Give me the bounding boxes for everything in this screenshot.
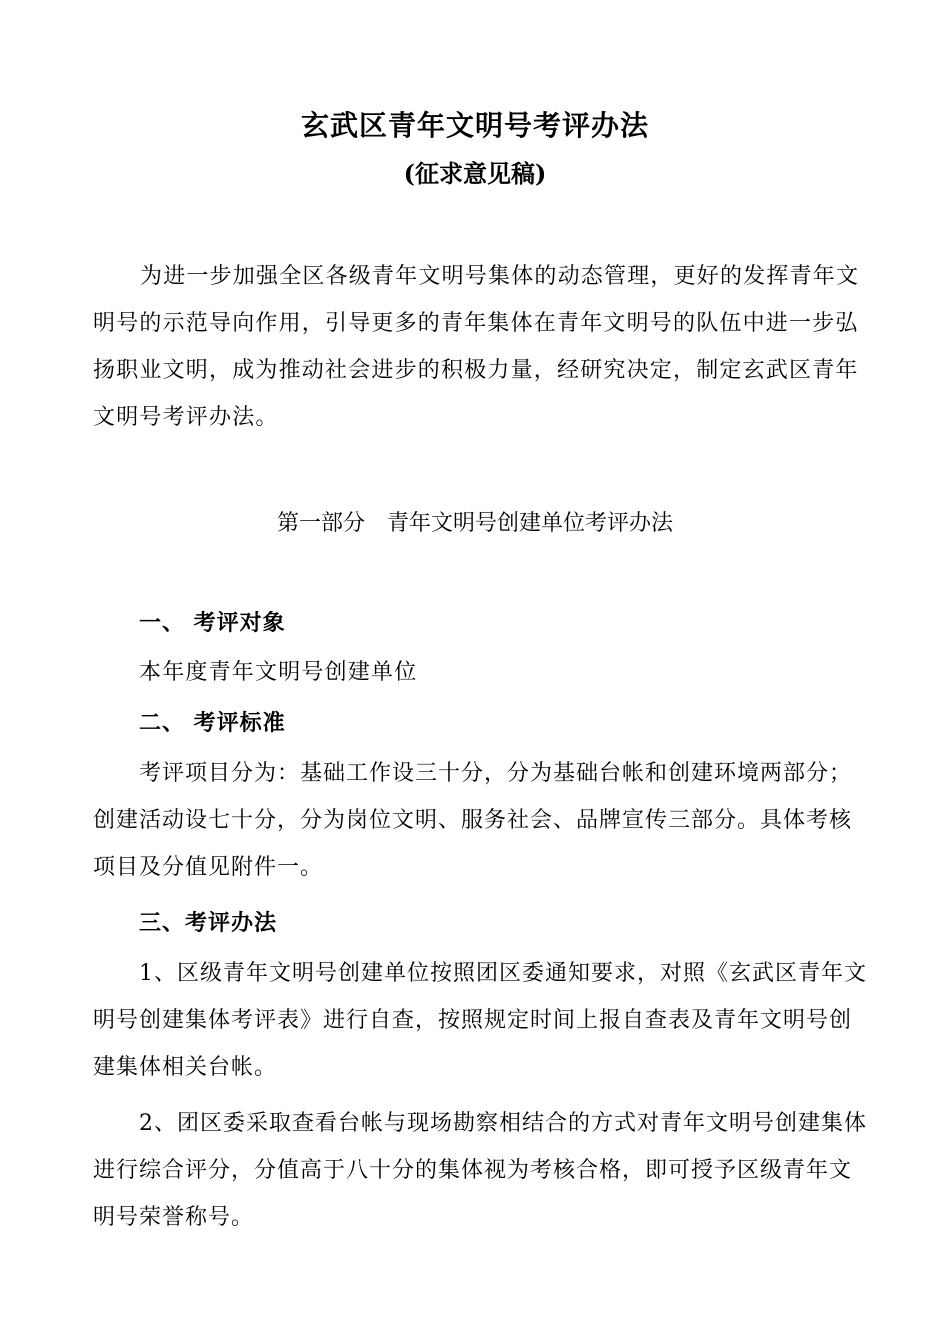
- section-heading-evaluation-target: 一、 考评对象: [139, 610, 286, 636]
- part-heading: 第一部分 青年文明号创建单位考评办法: [276, 511, 673, 536]
- evaluation-standard-paragraph: 考评项目分为：基础工作设三十分，分为基础台帐和创建环境两部分；创建活动设七十分，分为岗位文明、服务社会、品牌宣传三部分。具体考核项目及分值见附件一。: [93, 761, 853, 880]
- evaluation-target-text: 本年度青年文明号创建单位: [139, 660, 418, 685]
- document-title: 玄武区青年文明号考评办法: [300, 109, 649, 142]
- intro-paragraph: 为进一步加强全区各级青年文明号集体的动态管理，更好的发挥青年文明号的示范导向作用，引导更多的青年集体在青年文明号的队伍中进一步弘扬职业文明，成为推动社会进步的积极力量，经研究决定，制定玄武区青年文明号考评办法。: [93, 264, 860, 430]
- evaluation-method-item-2: 2、团区委采取查看台帐与现场勘察相结合的方式对青年文明号创建集体进行综合评分，分值高于八十分的集体视为考核合格，即可授予区级青年文明号荣誉称号。: [93, 1111, 867, 1230]
- section-heading-evaluation-method: 三、考评办法: [139, 910, 278, 936]
- section-heading-evaluation-standard: 二、 考评标准: [139, 710, 286, 736]
- evaluation-method-item-1: 1、区级青年文明号创建单位按照团区委通知要求，对照《玄武区青年文明号创建集体考评表》进行自查，按照规定时间上报自查表及青年文明号创建集体相关台帐。: [93, 961, 867, 1080]
- document-subtitle: (征求意见稿): [403, 159, 547, 188]
